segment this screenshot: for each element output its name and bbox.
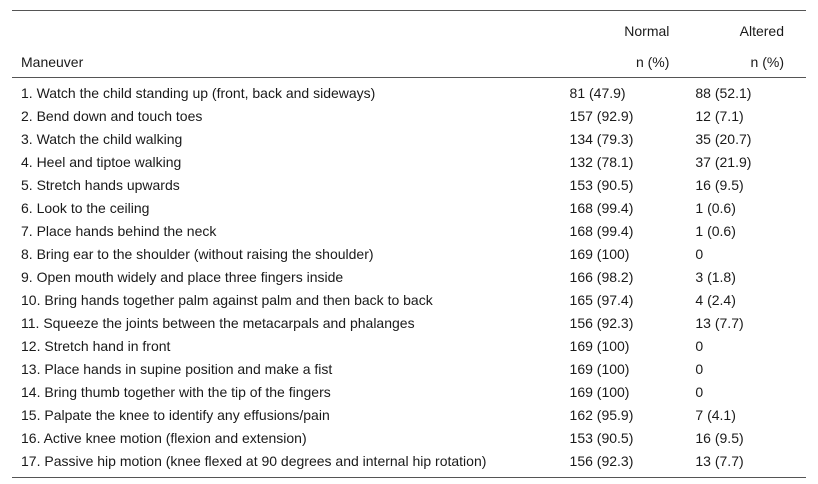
cell-normal: 168 (99.4) [569,200,634,216]
header-row-units [12,47,806,78]
cell-maneuver: 7. Place hands behind the neck [21,223,217,239]
table-row [12,174,806,197]
cell-normal: 153 (90.5) [569,177,634,193]
table-row [12,78,806,106]
cell-maneuver: 9. Open mouth widely and place three fingers inside [21,269,344,285]
header-normal: Normal [624,22,670,39]
cell-normal: 162 (95.9) [569,407,634,423]
header-altered-unit: n (%) [750,53,784,70]
cell-normal: 168 (99.4) [569,223,634,239]
cell-maneuver: 3. Watch the child walking [21,131,183,147]
header-empty-cell [12,11,570,48]
table-row [12,151,806,174]
cell-altered: 0 [695,384,704,400]
cell-maneuver: 15. Palpate the knee to identify any effusions/pain [21,407,330,423]
cell-altered: 88 (52.1) [695,85,752,101]
header-normal-unit: n (%) [635,53,670,70]
table-row [12,312,806,335]
table-row [12,289,806,312]
cell-maneuver: 10. Bring hands together palm against palm and then back to back [21,292,433,308]
cell-normal: 169 (100) [569,246,630,262]
cell-altered: 0 [695,361,704,377]
cell-maneuver: 4. Heel and tiptoe walking [21,154,182,170]
cell-altered: 1 (0.6) [695,223,736,239]
table-row [12,450,806,478]
header-altered: Altered [739,22,784,39]
cell-maneuver: 1. Watch the child standing up (front, back and sideways) [21,85,376,101]
cell-maneuver: 5. Stretch hands upwards [21,177,180,193]
table-row [12,128,806,151]
cell-maneuver: 2. Bend down and touch toes [21,108,203,124]
cell-altered: 12 (7.1) [695,108,744,124]
cell-normal: 156 (92.3) [569,315,634,331]
cell-normal: 156 (92.3) [569,453,634,469]
table-row [12,404,806,427]
cell-maneuver: 11. Squeeze the joints between the metacarpals and phalanges [21,315,415,331]
cell-altered: 37 (21.9) [695,154,752,170]
cell-normal: 169 (100) [569,338,630,354]
cell-normal: 165 (97.4) [569,292,634,308]
table-row [12,358,806,381]
table-row [12,427,806,450]
cell-normal: 169 (100) [569,384,630,400]
cell-maneuver: 12. Stretch hand in front [21,338,171,354]
cell-maneuver: 6. Look to the ceiling [21,200,150,216]
cell-altered: 35 (20.7) [695,131,752,147]
cell-normal: 157 (92.9) [569,108,634,124]
cell-altered: 0 [695,246,704,262]
cell-normal: 153 (90.5) [569,430,634,446]
cell-altered: 16 (9.5) [695,177,744,193]
cell-altered: 13 (7.7) [695,453,744,469]
cell-maneuver: 8. Bring ear to the shoulder (without raising the shoulder) [21,246,374,262]
cell-normal: 81 (47.9) [569,85,626,101]
cell-normal: 132 (78.1) [569,154,634,170]
table-row [12,266,806,289]
cell-maneuver: 14. Bring thumb together with the tip of the fingers [21,384,331,400]
table-row [12,243,806,266]
cell-altered: 4 (2.4) [695,292,736,308]
maneuver-results-table [12,10,806,478]
cell-altered: 7 (4.1) [695,407,736,423]
cell-altered: 1 (0.6) [695,200,736,216]
cell-altered: 16 (9.5) [695,430,744,446]
cell-maneuver: 13. Place hands in supine position and make a fist [21,361,333,377]
table-header [12,11,806,78]
cell-maneuver: 17. Passive hip motion (knee flexed at 90 degrees and internal hip rotation) [21,453,487,469]
cell-maneuver: 16. Active knee motion (flexion and extension) [21,430,307,446]
cell-normal: 169 (100) [569,361,630,377]
table-row [12,381,806,404]
header-row-groups [12,11,806,48]
cell-altered: 3 (1.8) [695,269,736,285]
table-row [12,197,806,220]
cell-altered: 0 [695,338,704,354]
table-row [12,335,806,358]
header-maneuver: Maneuver [21,53,84,70]
table-row [12,105,806,128]
cell-normal: 134 (79.3) [569,131,634,147]
table-row [12,220,806,243]
table-body [12,78,806,478]
cell-normal: 166 (98.2) [569,269,634,285]
cell-altered: 13 (7.7) [695,315,744,331]
